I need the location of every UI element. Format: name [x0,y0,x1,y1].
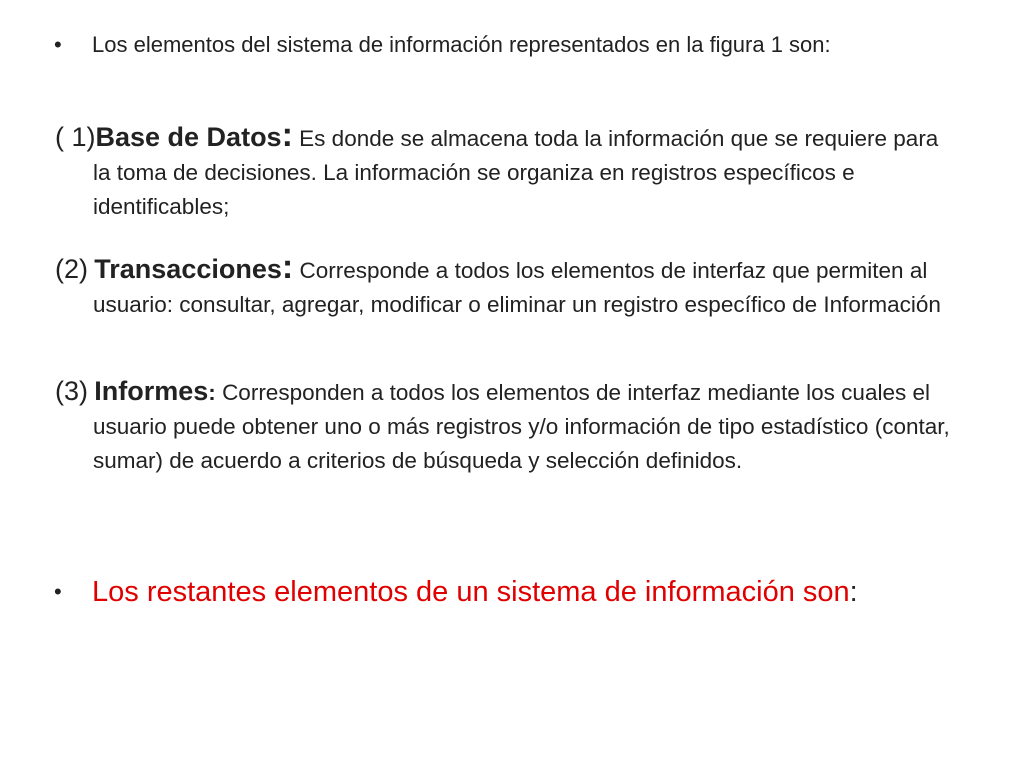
item-colon: : [208,380,216,405]
outro-text [92,572,858,612]
item-term: Transacciones [94,254,282,284]
outro-colon: : [849,576,858,608]
intro-bullet [54,28,954,62]
item-term: Base de Datos [95,122,282,152]
element-item-reports [55,374,960,478]
element-item-transactions [55,250,960,322]
item-term: Informes [94,376,209,406]
intro-text: Los elementos del sistema de información representados en la figura 1 son: [92,32,831,57]
bullet-icon: • [54,579,62,604]
element-item-database [55,118,960,224]
outro-highlight-text: Los restantes elementos de un sistema de información son [92,576,850,608]
outro-bullet [54,572,994,612]
item-number: (2) [55,254,88,284]
item-number: (3) [55,376,88,406]
bullet-icon: • [54,32,62,57]
item-description: Es donde se almacena toda la información que se requiere para la toma de decisiones. La información se organiza en registros específicos e identificables; [93,126,939,219]
item-colon: : [281,248,294,286]
item-number: ( 1) [55,122,96,152]
item-colon: : [281,116,293,154]
item-description: Corresponde a todos los elementos de interfaz que permiten al usuario: consultar, agregar, modificar o eliminar un registro específico de Información [93,258,941,317]
item-description: Corresponden a todos los elementos de interfaz mediante los cuales el usuario puede obtener uno o más registros y/o información de tipo estadístico (contar, sumar) de acuerdo a criterios de búsqueda y selección definidos. [93,380,950,473]
